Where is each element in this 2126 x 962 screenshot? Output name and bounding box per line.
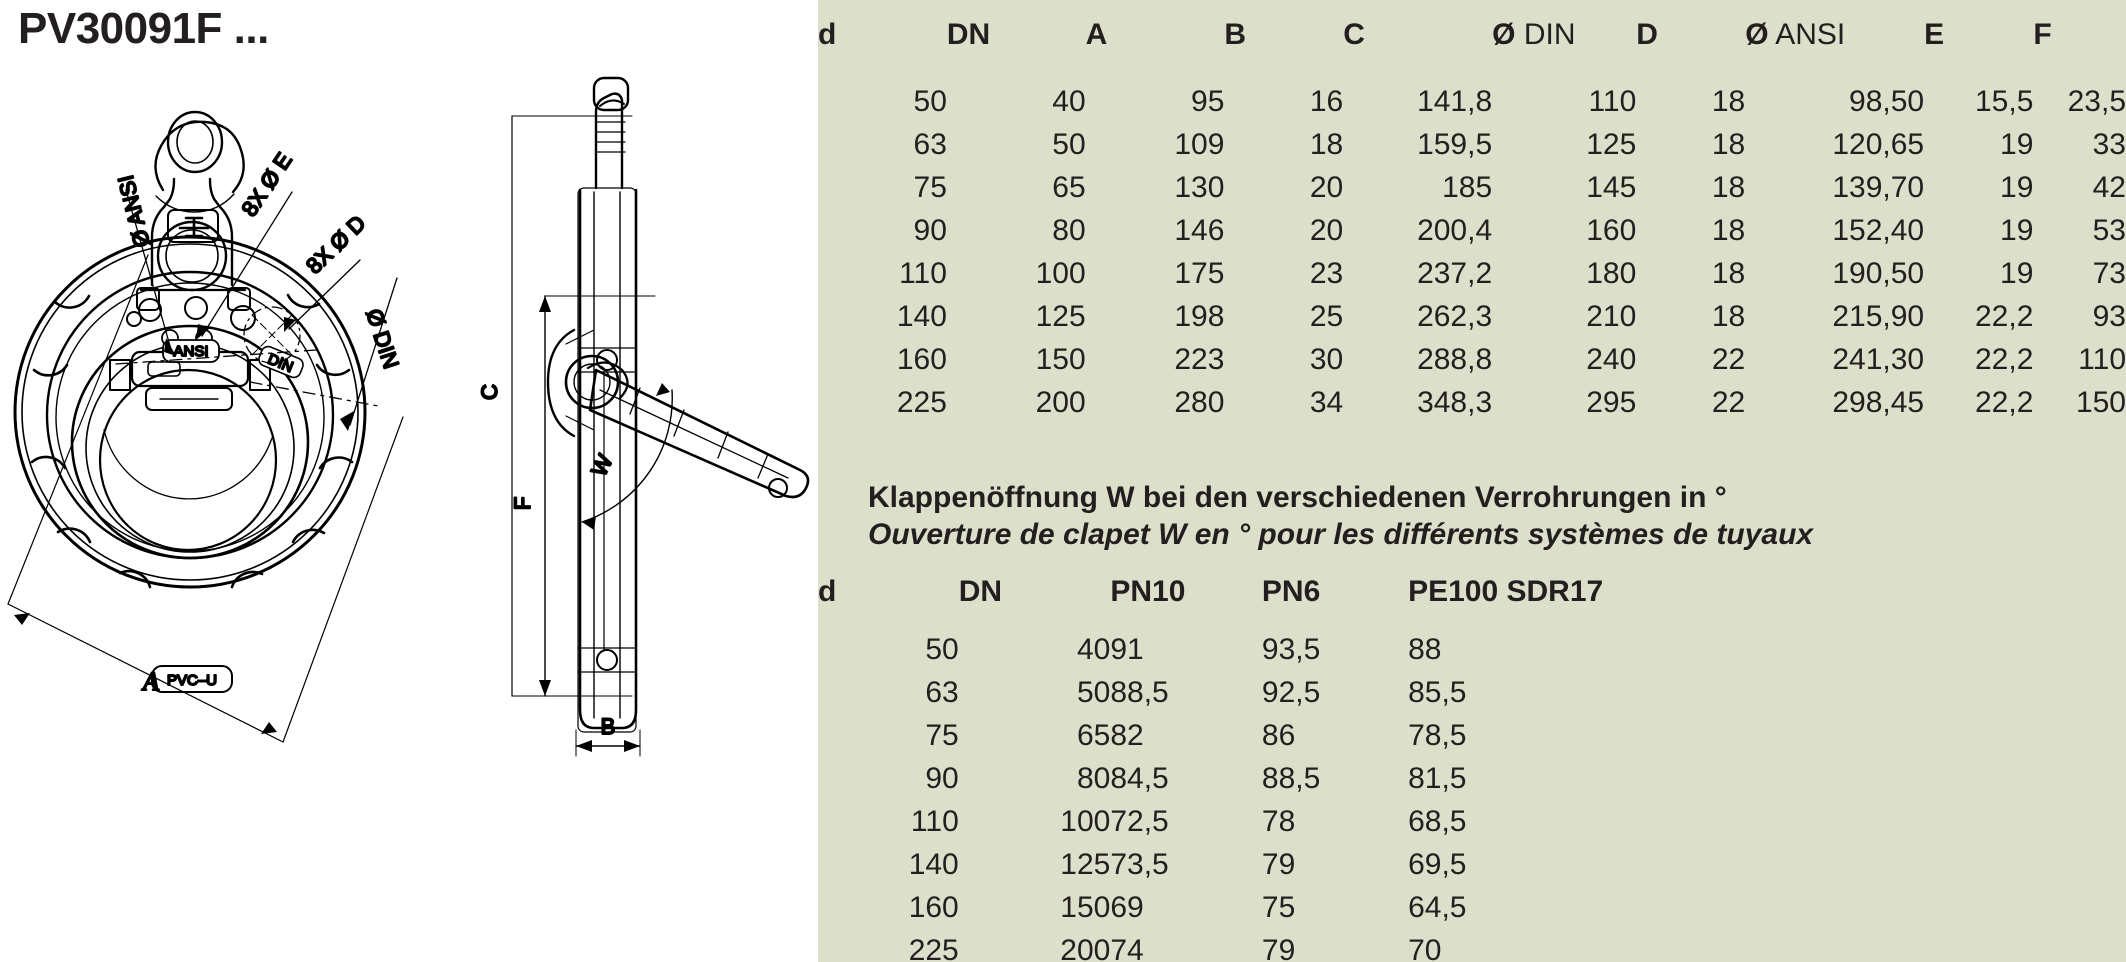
table-row: [818, 929, 2126, 962]
table-cell: 68,5: [1408, 804, 1467, 838]
table-cell: 185: [1442, 170, 1493, 204]
table-cell: 160: [908, 890, 959, 924]
table-cell: 79: [1261, 847, 1296, 881]
table-cell: 40: [1076, 632, 1111, 666]
table-cell: 160: [1586, 213, 1637, 247]
table-cell: 16: [1309, 84, 1344, 118]
table-cell: 18: [1711, 256, 1746, 290]
front-view-group: [8, 112, 404, 742]
table-cell: 125: [1586, 127, 1637, 161]
table-cell: 18: [1711, 127, 1746, 161]
col-header-dd: [1636, 14, 1745, 80]
table-cell: 225: [896, 385, 947, 419]
table-cell: 150: [1035, 342, 1086, 376]
table-cell: 125: [1035, 299, 1086, 333]
table-row: [818, 166, 2126, 209]
table-cell: 64,5: [1408, 890, 1467, 924]
bolt-circle-e-leader: [196, 192, 292, 340]
table-cell: 78,5: [1408, 718, 1467, 752]
table-cell: 34: [1309, 385, 1344, 419]
side-view-group: [477, 78, 808, 756]
diameter-ansi-label: Ø ANSI: [112, 172, 155, 250]
valve-flange-ring: [47, 272, 333, 558]
col2-header-pn10: PN10: [1110, 575, 1186, 608]
table-cell: 65: [1076, 718, 1111, 752]
table-cell: 50: [1076, 675, 1111, 709]
col-header-d-sym: d: [818, 18, 837, 51]
table-cell: 110: [899, 256, 947, 290]
table-row: [818, 338, 2126, 381]
dimensions-table: [818, 14, 2126, 424]
col-header-dd-sym: D: [1636, 18, 1658, 51]
valve-bore-shadow: [104, 430, 272, 499]
col-header-dn-sym: DN: [946, 18, 991, 51]
diameter-icon: Ø: [1745, 18, 1769, 51]
specification-panel: [818, 0, 2126, 962]
dimension-a-label: A: [143, 667, 159, 696]
table-row: [818, 628, 2126, 671]
table-cell: 298,45: [1832, 385, 1925, 419]
diameter-din-label: Ø DIN: [361, 305, 404, 372]
table-cell: 120,65: [1832, 127, 1925, 161]
table-cell: 175: [1174, 256, 1225, 290]
col-header-e: [1924, 14, 2033, 80]
table-cell: 23,5: [2067, 84, 2126, 118]
table-cell: 33: [2092, 127, 2126, 161]
table-cell: 18: [1711, 299, 1746, 333]
handle-lever: [588, 362, 808, 497]
col2-header-dn: DN: [958, 575, 1003, 608]
table-cell: 63: [925, 675, 959, 709]
table-cell: 140: [908, 847, 959, 881]
table-cell: 140: [896, 299, 947, 333]
bolt-circle-e-label: 8X Ø E: [236, 148, 297, 221]
table-cell: 75: [1261, 890, 1296, 924]
table-cell: 109: [1174, 127, 1225, 161]
table-cell: 200: [1060, 933, 1111, 962]
dimension-c-line: [512, 116, 632, 696]
opening-angle-caption: [868, 479, 2108, 553]
table-row: [818, 123, 2126, 166]
table-cell: 110: [910, 804, 959, 838]
table-cell: 50: [913, 84, 947, 118]
col2-header-pe100-sdr17: PE100 SDR17: [1408, 575, 1604, 608]
table-cell: 42: [2092, 170, 2126, 204]
table-cell: 240: [1586, 342, 1637, 376]
col-header-c-sym: C: [1343, 18, 1365, 51]
table-cell: 90: [925, 761, 959, 795]
table-cell: 223: [1174, 342, 1225, 376]
table-row: [818, 757, 2126, 800]
table-cell: 90: [913, 213, 947, 247]
technical-drawing: [0, 70, 818, 962]
page-title: PV30091F ...: [18, 4, 269, 53]
table-cell: 139,70: [1832, 170, 1925, 204]
col-header-ansi-reg: ANSI: [1768, 18, 1846, 51]
table-cell: 63: [913, 127, 947, 161]
side-bonnet: [548, 330, 618, 436]
col-header-a: [1086, 14, 1225, 80]
col-header-d: [818, 14, 947, 80]
table-row: [818, 800, 2126, 843]
table-cell: 78: [1261, 804, 1296, 838]
table-cell: 200,4: [1417, 213, 1493, 247]
table-cell: 40: [1052, 84, 1086, 118]
table-cell: 88,5: [1261, 761, 1321, 795]
table-row: [818, 295, 2126, 338]
col-header-dn: [947, 14, 1086, 80]
col-header-diameter-din: [1492, 14, 1636, 80]
table-cell: 98,50: [1849, 84, 1925, 118]
opening-angle-table: [818, 575, 2126, 962]
col-header-f: [2033, 14, 2126, 80]
col-header-b-sym: B: [1224, 18, 1247, 51]
table-cell: 79: [1261, 933, 1296, 962]
table-cell: 110: [2078, 342, 2126, 376]
table-cell: 19: [2000, 256, 2034, 290]
table-cell: 150: [2075, 385, 2126, 419]
table-cell: 19: [2000, 213, 2034, 247]
table-cell: 95: [1191, 84, 1225, 118]
table-cell: 80: [1076, 761, 1111, 795]
table-cell: 84,5: [1110, 761, 1169, 795]
col-header-c: [1343, 14, 1492, 80]
table-cell: 30: [1309, 342, 1344, 376]
table-cell: 18: [1711, 170, 1746, 204]
table-cell: 73,5: [1110, 847, 1169, 881]
side-stem: [594, 78, 628, 188]
table-cell: 25: [1309, 299, 1344, 333]
table-cell: 22,2: [1975, 299, 2034, 333]
bolt-circle-d-label: 8X Ø D: [301, 210, 371, 279]
table-cell: 225: [908, 933, 959, 962]
col-header-b: [1224, 14, 1343, 80]
table-cell: 82: [1110, 718, 1144, 752]
opening-angle-header-row: [818, 575, 2126, 628]
table-cell: 198: [1174, 299, 1225, 333]
table-row: [818, 886, 2126, 929]
table-cell: 237,2: [1417, 256, 1493, 290]
table-cell: 159,5: [1417, 127, 1493, 161]
table-cell: 73: [2092, 256, 2126, 290]
table-row: [818, 843, 2126, 886]
din-tag-label: DIN: [265, 350, 296, 377]
table-cell: 241,30: [1832, 342, 1925, 376]
angle-w-label: W: [586, 450, 618, 481]
table-cell: 69: [1110, 890, 1144, 924]
table-cell: 88: [1408, 632, 1442, 666]
col2-header-d: d: [818, 575, 837, 608]
col-header-e-sym: E: [1924, 18, 1945, 51]
table-cell: 85,5: [1408, 675, 1467, 709]
table-row: [818, 671, 2126, 714]
table-row: [818, 80, 2126, 123]
table-cell: 15,5: [1975, 84, 2034, 118]
dimension-b-label: B: [600, 714, 616, 739]
table-cell: 50: [925, 632, 959, 666]
table-cell: 74: [1110, 933, 1144, 962]
table-cell: 93,5: [1261, 632, 1321, 666]
table-cell: 86: [1261, 718, 1296, 752]
dimension-f-label: F: [510, 496, 535, 510]
table-cell: 88,5: [1110, 675, 1169, 709]
col-header-din-reg: DIN: [1515, 18, 1576, 51]
table-cell: 18: [1711, 213, 1746, 247]
valve-disc-inner: [86, 344, 294, 552]
table-cell: 348,3: [1417, 385, 1493, 419]
table-cell: 100: [1060, 804, 1111, 838]
table-cell: 20: [1309, 170, 1344, 204]
valve-bore: [100, 370, 276, 550]
table-cell: 18: [1711, 84, 1746, 118]
table-cell: 20: [1309, 213, 1344, 247]
dimensions-table-header-row: [818, 14, 2126, 80]
table-cell: 190,50: [1832, 256, 1925, 290]
table-cell: 50: [1052, 127, 1086, 161]
drawing-svg: [0, 70, 818, 962]
table-cell: 100: [1035, 256, 1086, 290]
col-header-f-sym: F: [2033, 18, 2052, 51]
table-cell: 72,5: [1110, 804, 1169, 838]
table-cell: 19: [2000, 170, 2034, 204]
table-row: [818, 209, 2126, 252]
table-cell: 288,8: [1417, 342, 1493, 376]
table-cell: 92,5: [1261, 675, 1321, 709]
table-cell: 262,3: [1417, 299, 1493, 333]
col2-header-pn6: PN6: [1261, 575, 1321, 608]
table-cell: 160: [896, 342, 947, 376]
dimension-c-label: C: [477, 384, 502, 400]
table-cell: 53: [2092, 213, 2126, 247]
table-cell: 180: [1586, 256, 1637, 290]
diameter-icon: Ø: [1492, 18, 1516, 51]
table-cell: 65: [1052, 170, 1086, 204]
table-cell: 130: [1174, 170, 1225, 204]
table-cell: 125: [1060, 847, 1111, 881]
table-cell: 152,40: [1832, 213, 1925, 247]
table-cell: 80: [1052, 213, 1086, 247]
table-cell: 75: [925, 718, 959, 752]
col-header-diameter-ansi: [1745, 14, 1924, 80]
table-cell: 23: [1309, 256, 1344, 290]
table-cell: 18: [1309, 127, 1344, 161]
table-cell: 19: [2000, 127, 2034, 161]
table-cell: 141,8: [1417, 84, 1493, 118]
table-cell: 93: [2092, 299, 2126, 333]
table-cell: 215,90: [1832, 299, 1925, 333]
table-cell: 146: [1174, 213, 1225, 247]
table-cell: 81,5: [1408, 761, 1467, 795]
table-cell: 69,5: [1408, 847, 1467, 881]
col-header-a-sym: A: [1085, 18, 1108, 51]
caption-german: Klappenöffnung W bei den verschiedenen Verrohrungen in °: [868, 481, 1727, 514]
table-row: [818, 381, 2126, 424]
table-cell: 145: [1586, 170, 1637, 204]
table-cell: 70: [1408, 933, 1442, 962]
table-cell: 280: [1174, 385, 1225, 419]
bolt-circle-d-leader: [244, 260, 360, 363]
table-cell: 110: [1588, 84, 1637, 118]
table-cell: 91: [1110, 632, 1144, 666]
table-cell: 150: [1060, 890, 1111, 924]
table-cell: 22: [1711, 385, 1746, 419]
table-cell: 295: [1586, 385, 1637, 419]
table-row: [818, 252, 2126, 295]
table-cell: 22,2: [1975, 385, 2034, 419]
table-cell: 75: [913, 170, 947, 204]
material-tag-label: PVC–U: [166, 672, 218, 689]
caption-french: Ouverture de clapet W en ° pour les différents systèmes de tuyaux: [868, 518, 1814, 551]
table-cell: 210: [1586, 299, 1637, 333]
table-cell: 22: [1711, 342, 1746, 376]
table-cell: 22,2: [1975, 342, 2034, 376]
table-cell: 200: [1035, 385, 1086, 419]
ansi-tag-label: ANSI: [173, 343, 209, 360]
table-row: [818, 714, 2126, 757]
